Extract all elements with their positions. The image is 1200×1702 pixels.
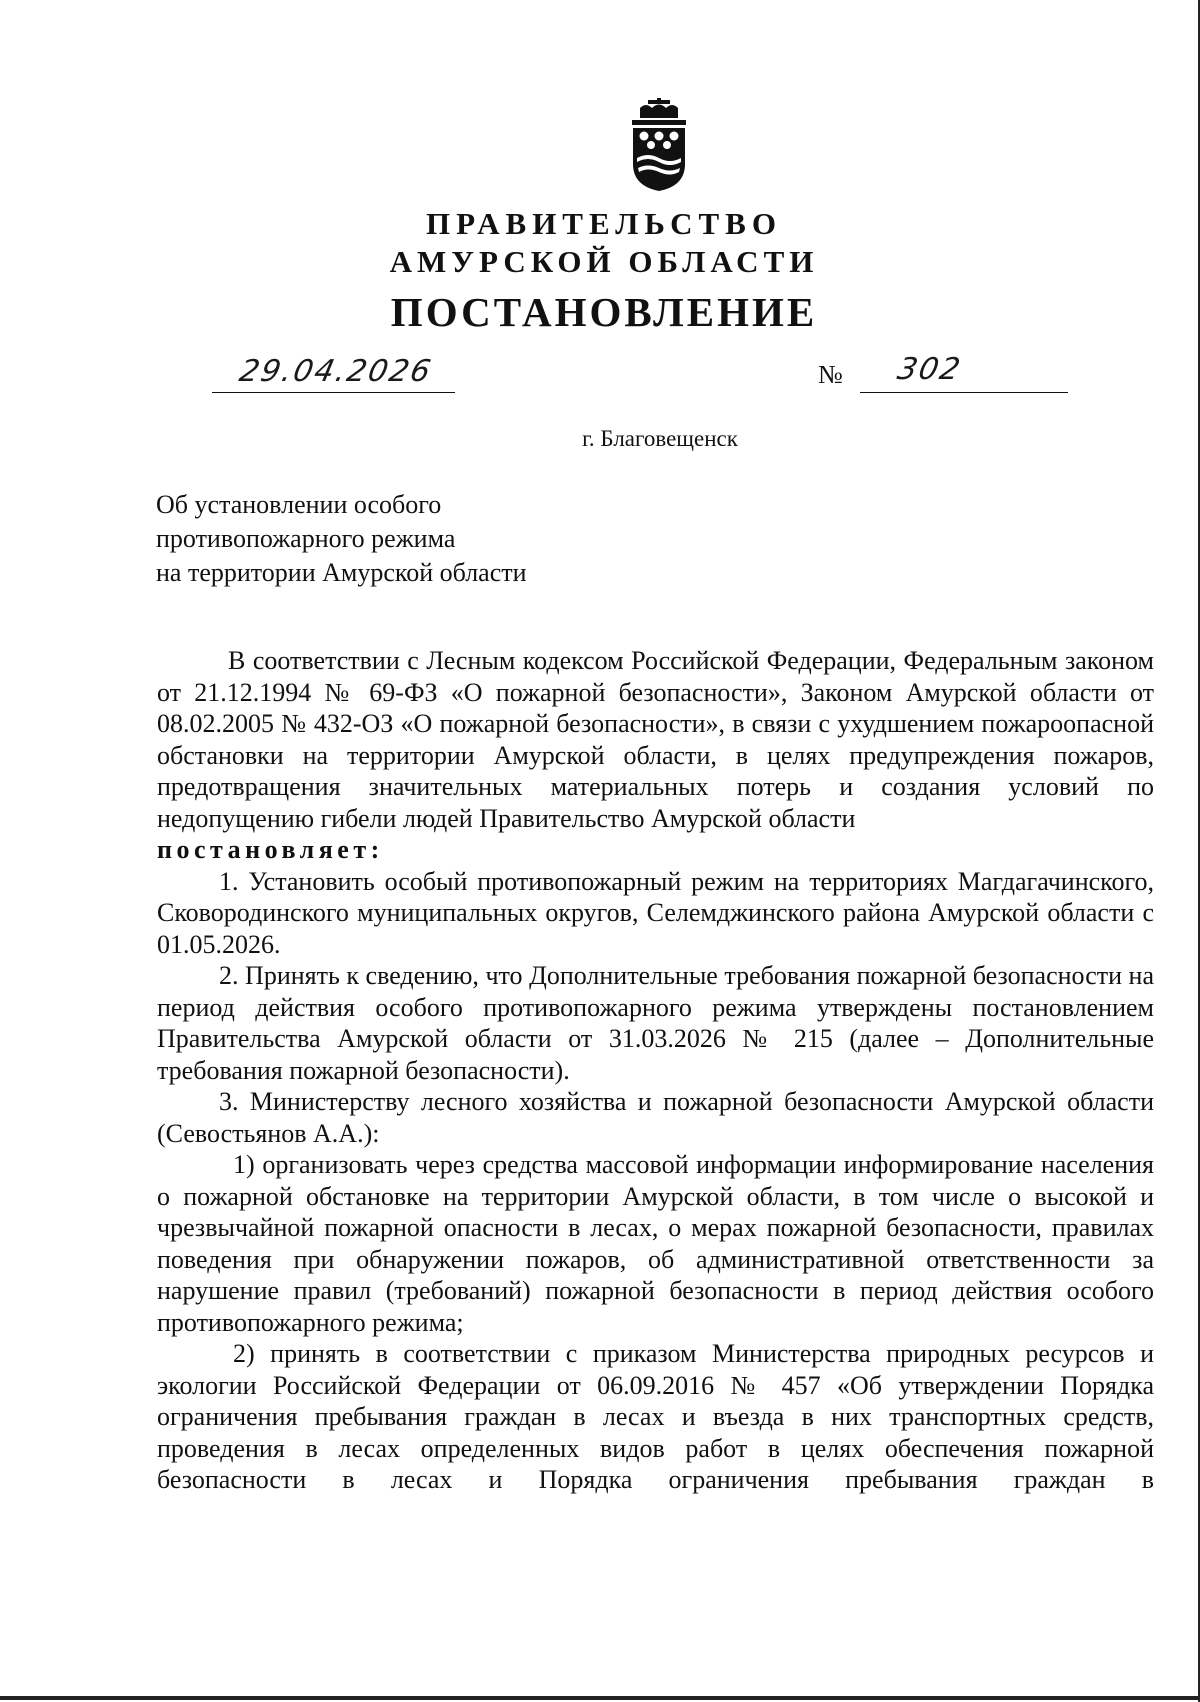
item-3-2-paragraph: 2) принять в соответствии с приказом Министерства природных ресурсов и экологии Российской Федерации от 06.09.2016 № 457 «Об утверждении Порядка ограничения пребывания граждан в лесах и въезда в них транспортных средств, проведения в лесах определенных видов работ в целях обеспечения пожарной безопасности в лесах и Порядка ограничения пребывания граждан в <box>157 1339 1154 1494</box>
subject-line: на территории Амурской области <box>156 558 527 587</box>
org-name-line2: АМУРСКОЙ ОБЛАСТИ <box>389 244 819 279</box>
city-name: г. Благовещенск <box>582 426 738 451</box>
handwritten-number: 302 <box>894 352 965 387</box>
subject-line: Об установлении особого <box>156 490 442 519</box>
document-body <box>157 645 1154 1496</box>
number-field <box>860 352 1068 393</box>
subject-line: противопожарного режима <box>156 524 456 553</box>
document-subject <box>156 488 527 590</box>
item-2-paragraph: 2. Принять к сведению, что Дополнительные требования пожарной безопасности на период действия особого противопожарного режима утверждены постановлением Правительства Амурской области от 31.03.2026 № 215 (далее – Дополнительные требования пожарной безопасности). <box>157 961 1154 1085</box>
date-field <box>212 354 455 393</box>
document-type-title: ПОСТАНОВЛЕНИЕ <box>390 289 818 335</box>
item-3-1-paragraph: 1) организовать через средства массовой информации информирование населения о пожарной обстановке на территории Амурской области, в том числе о высокой и чрезвычайной пожарной опасности в лесах, о мерах пожарной безопасности, правилах поведения при обнаружении пожаров, об административной ответственности за нарушение правил (требований) пожарной безопасности в период действия особого противопожарного режима; <box>157 1150 1154 1337</box>
item-3-paragraph: 3. Министерству лесного хозяйства и пожарной безопасности Амурской области (Севостьянов А.А.): <box>157 1087 1154 1148</box>
coat-of-arms-icon <box>626 98 692 192</box>
handwritten-date: 29.04.2026 <box>236 354 436 389</box>
org-name-line1: ПРАВИТЕЛЬСТВО <box>426 206 782 241</box>
scan-border-bottom <box>0 1696 1200 1700</box>
resolves-heading: постановляет: <box>157 835 384 864</box>
item-1-paragraph: 1. Установить особый противопожарный режим на территориях Магдагачинского, Сковородинского муниципальных округов, Селемджинского района Амурской области с 01.05.2026. <box>157 866 1154 959</box>
number-label: № <box>818 360 843 389</box>
preamble-paragraph: В соответствии с Лесным кодексом Российской Федерации, Федеральным законом от 21.12.1994 № 69-ФЗ «О пожарной безопасности», Законом Амурской области от 08.02.2005 № 432-ОЗ «О пожарной безопасности», в связи с ухудшением пожароопасной обстановки на территории Амурской области, в целях предупреждения пожаров, предотвращения значительных материальных потерь и создания условий по недопущению гибели людей Правительство Амурской области <box>157 646 1154 833</box>
